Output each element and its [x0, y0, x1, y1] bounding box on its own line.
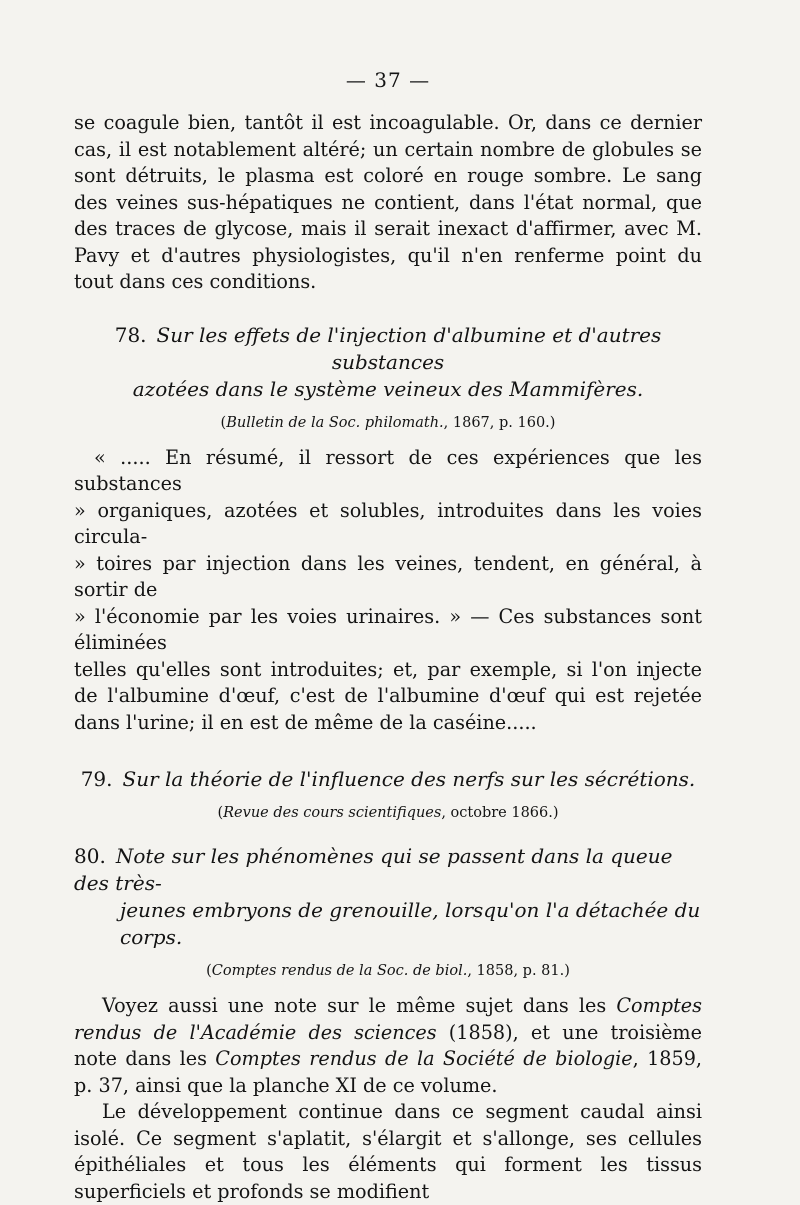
entry-80-title: [74, 843, 702, 951]
entry-78-source-name: Bulletin de la Soc. philomath.: [226, 414, 444, 431]
entry-78-after-quote: telles qu'elles sont introduites; et, par exemple, si l'on injecte de l'albumine d'œuf, c'est de l'albumine d'œuf qui est rejetée dans l'urine; il en est de même de la caséine.....: [74, 657, 702, 734]
entry-80-title-line2: jeunes embryons de grenouille, lorsqu'on l'a détachée du corps.: [120, 898, 701, 949]
para80-text-e: , 1859, p. 37, ainsi que la planche XI de ce volume.: [74, 1047, 702, 1097]
entry-79-source-detail: , octobre 1866.: [441, 805, 553, 821]
entry-78-title: [74, 322, 702, 403]
entry-79-source-name: Revue des cours scientifiques: [223, 805, 442, 821]
para80-text-a: Voyez aussi une note sur le même sujet dans les: [102, 994, 617, 1017]
entry-80-title-line1: Note sur les phénomènes qui se passent dans la queue des très-: [74, 844, 673, 895]
intro-paragraph: se coagule bien, tantôt il est incoagulable. Or, dans ce dernier cas, il est notablement altéré; un certain nombre de globules se sont détruits, le plasma est coloré en rouge sombre. Le sang des veines sus-hépatiques ne contient, dans l'état normal, que des traces de glycose, mais il serait inexact d'affirmer, avec M. Pavy et d'autres physiologistes, qu'il n'en renferme point du tout dans ces conditions.: [74, 111, 702, 293]
entry-79-title-line1: Sur la théorie de l'influence des nerfs sur les sécrétions.: [122, 767, 696, 791]
entry-78-source: (Bulletin de la Soc. philomath., 1867, p. 160.): [220, 414, 556, 431]
entry-78-source-detail: , 1867, p. 160.: [443, 414, 550, 431]
entry-80-source: (Comptes rendus de la Soc. de biol., 1858, p. 81.): [206, 963, 570, 979]
para80-citation-societe: Comptes rendus de la Société de biologie: [215, 1047, 633, 1070]
quote-line: » toires par injection dans les veines, tendent, en général, à sortir de: [74, 551, 702, 601]
quote-line: » organiques, azotées et solubles, introduites dans les voies circula-: [74, 498, 702, 548]
entry-80-source-detail: , 1858, p. 81.: [467, 963, 565, 979]
entry-80-source-name: Comptes rendus de la Soc. de biol.: [211, 963, 468, 979]
entry-79-source: (Revue des cours scientifiques, octobre 1866.): [217, 805, 559, 821]
entry-80-number: 80.: [74, 844, 106, 868]
entry-80-paragraph: [74, 993, 702, 1099]
entry-78-number: 78.: [114, 322, 147, 347]
entry-78-title-line2: azotées dans le système veineux des Mammifères.: [132, 376, 644, 401]
quote-line: « ..... En résumé, il ressort de ces expériences que les substances: [74, 445, 702, 495]
entry-79-title: [74, 766, 702, 793]
page-number: — 37 —: [345, 68, 431, 92]
quote-line: » l'économie par les voies urinaires. » — Ces substances sont éliminées: [74, 604, 702, 654]
final-paragraph: Le développement continue dans ce segment caudal ainsi isolé. Ce segment s'aplatit, s'élargit et s'allonge, ses cellules épithéliales et tous les éléments qui forment les tissus superficiels et profonds se modifient: [74, 1100, 702, 1203]
entry-78-title-line1: Sur les effets de l'injection d'albumine et d'autres substances: [156, 322, 662, 374]
para80-citation-academie: Comptes rendus de l'Académie des sciences: [74, 994, 702, 1044]
entry-78-quote: [74, 445, 702, 657]
entry-79-number: 79.: [80, 767, 113, 791]
para80-text-c: (1858), et une troisième note dans les: [74, 1020, 702, 1070]
